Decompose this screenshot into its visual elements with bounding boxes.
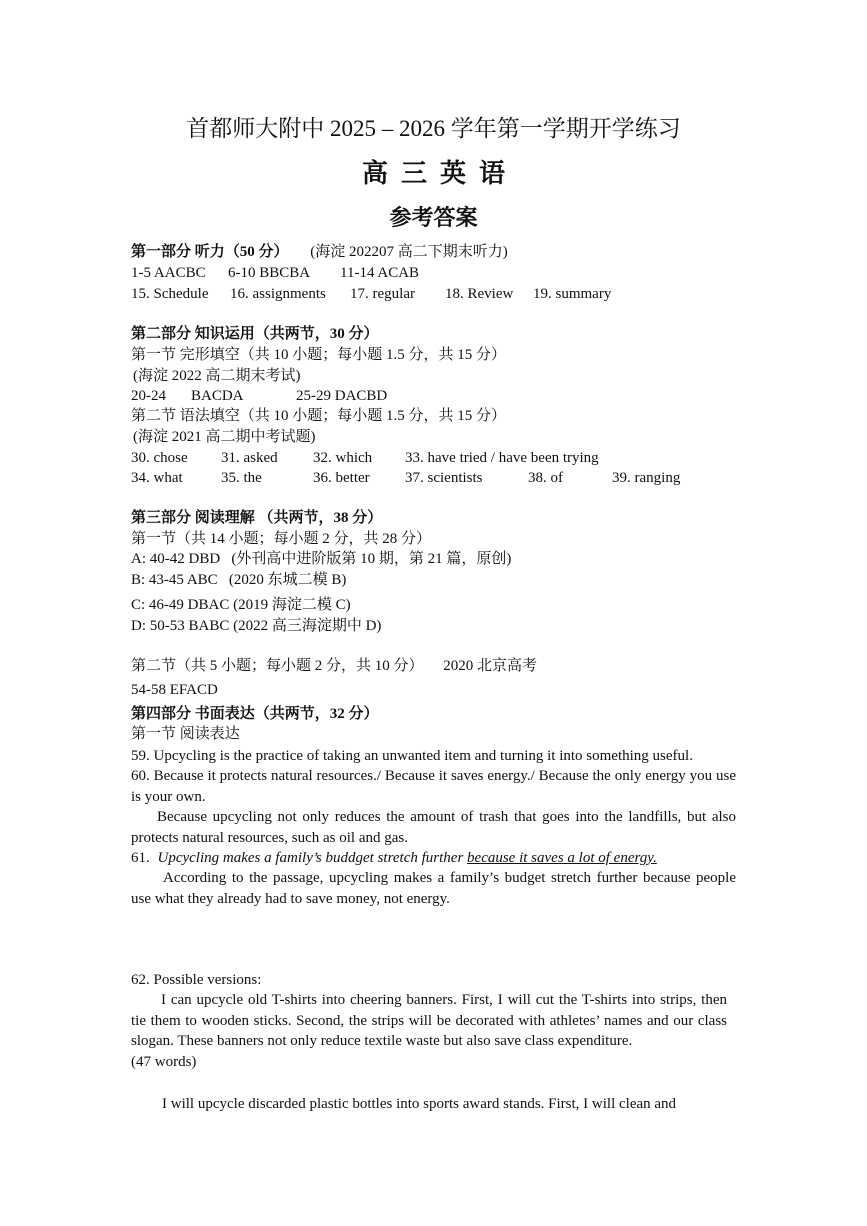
answer-cell: 33. have tried / have been trying: [405, 450, 599, 466]
part2-sec2-source: (海淀 2021 高二期中考试题): [133, 429, 316, 445]
part3-sec2-heading: 第二节（共 5 小题；每小题 2 分，共 10 分）: [131, 658, 424, 674]
part2-sec1-heading: 第一节 完形填空（共 10 小题；每小题 1.5 分，共 15 分）: [131, 347, 507, 363]
answer-cell: 19. summary: [533, 286, 612, 302]
answer-62-version2: I will upcycle discarded plastic bottles into sports award stands. First, I will clean and: [162, 1096, 677, 1112]
answer-61-number: 61.: [131, 850, 150, 866]
answer-60-paragraph: Because upcycling not only reduces the amount of trash that goes into the landfills, but also protects natural resources, such as oil and gas.: [131, 809, 736, 846]
answer-cell: 34. what: [131, 470, 183, 486]
answer-60: 60. Because it protects natural resources./ Because it saves energy./ Because the only energy you use is your own.: [131, 768, 736, 805]
answer-cell: 32. which: [313, 450, 373, 466]
part3-passage-b: B: 43-45 ABC (2020 东城二模 B): [131, 572, 347, 588]
part3-passage-a: A: 40-42 DBD (外刊高中进阶版第 10 期，第 21 篇，原创): [131, 551, 512, 567]
part3-heading: 第三部分 阅读理解 （共两节，38 分）: [131, 510, 383, 526]
part3-passage-d: D: 50-53 BABC (2022 高三海淀期中 D): [131, 618, 382, 634]
answer-cell: 15. Schedule: [131, 286, 209, 302]
answer-61-underlined: because it saves a lot of energy.: [467, 850, 657, 866]
part4-heading: 第四部分 书面表达（共两节，32 分）: [131, 706, 379, 722]
part4-sec1-heading: 第一节 阅读表达: [131, 726, 240, 742]
answer-62-version1: I can upcycle old T-shirts into cheering banners. First, I will cut the T-shirts into strips, then tie them to wooden sticks. Second, the strips will be decorated with athletes’ names and our class slogan. These banners not only reduce textile waste but also save class expenditure.: [131, 992, 727, 1049]
part2-sec2-row1: [131, 448, 599, 468]
part1-source: (海淀 202207 高二下期末听力): [310, 244, 508, 260]
answer-cell: 35. the: [221, 470, 262, 486]
answer-62-word-count: (47 words): [131, 1054, 197, 1070]
answer-cell: 20-24: [131, 388, 166, 404]
answer-cell: 39. ranging: [612, 470, 681, 486]
answer-cell: 38. of: [528, 470, 563, 486]
part1-row1: [131, 263, 419, 283]
part3-passage-c: C: 46-49 DBAC (2019 海淀二模 C): [131, 597, 351, 613]
part2-sec2-row2: [131, 468, 680, 488]
answer-61-line: [131, 848, 657, 868]
part2-sec1-source: (海淀 2022 高二期末考试): [133, 368, 301, 384]
part3-sec2-heading-line: [131, 656, 537, 676]
answer-61-statement: Upcycling makes a family’s buddget stretch further: [157, 850, 464, 866]
answer-61-paragraph: According to the passage, upcycling makes a family’s budget stretch further because people use what they already had to save money, not energy.: [131, 870, 736, 907]
part2-sec1-answers: [131, 386, 387, 406]
answer-cell: 18. Review: [445, 286, 514, 302]
part1-row2: [131, 284, 611, 304]
answer-cell: BACDA: [191, 388, 244, 404]
answer-cell: 17. regular: [350, 286, 415, 302]
part3-sec2-answers: 54-58 EFACD: [131, 682, 218, 698]
part2-heading: 第二部分 知识运用（共两节，30 分）: [131, 326, 379, 342]
part1-heading-line: [131, 242, 508, 262]
answer-cell: 31. asked: [221, 450, 278, 466]
answer-59: 59. Upcycling is the practice of taking an unwanted item and turning it into something useful.: [131, 748, 693, 764]
part1-heading: 第一部分 听力（50 分）: [131, 244, 289, 260]
answer-cell: 30. chose: [131, 450, 188, 466]
answer-cell: 36. better: [313, 470, 370, 486]
answer-cell: 16. assignments: [230, 286, 326, 302]
subject-title: 高 三 英 语: [361, 159, 505, 188]
answer-cell: 11-14 ACAB: [340, 265, 420, 281]
answer-cell: 6-10 BBCBA: [228, 265, 311, 281]
answer-cell: 25-29 DACBD: [296, 388, 388, 404]
answer-cell: 1-5 AACBC: [131, 265, 206, 281]
part2-sec2-heading: 第二节 语法填空（共 10 小题；每小题 1.5 分，共 15 分）: [131, 408, 507, 424]
doc-title: 参考答案: [389, 205, 478, 230]
school-title: 首都师大附中 2025 – 2026 学年第一学期开学练习: [186, 116, 681, 141]
part3-sec1-heading: 第一节（共 14 小题；每小题 2 分，共 28 分）: [131, 531, 432, 547]
answer-62-label: 62. Possible versions:: [131, 972, 262, 988]
part3-sec2-source: 2020 北京高考: [443, 658, 538, 674]
answer-cell: 37. scientists: [405, 470, 483, 486]
